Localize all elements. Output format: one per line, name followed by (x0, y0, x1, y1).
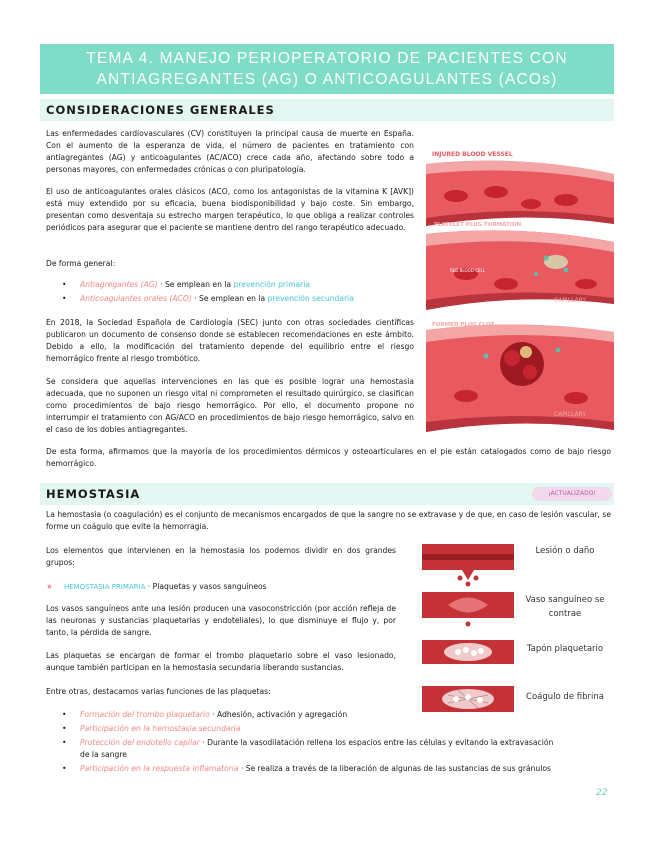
paragraph-vasos: Los vasos sanguíneos ante una lesión producen una vasoconstricción (por acción refleja de las neuronas y sustancias plaquetarias y endoteliales), lo que disminuye el flujo y, por tanto, la pérdida de sangre. (46, 604, 396, 637)
step-label-lesion: Lesión o daño (535, 546, 595, 556)
bullet-dot: • (62, 280, 67, 289)
figure-label: CAPILLARY (554, 297, 587, 304)
paragraph-sec-consensus: En 2018, la Sociedad Española de Cardiología (SEC) junto con otras sociedades científicas publicaron un documento de consenso donde se establecen recomendaciones en este ámbito. Debido a ello, la modificación del tratamiento depende del equilibrio entre el riesgo hemorrágico frente al riesgo trombótico. (46, 318, 414, 363)
page-title (40, 44, 614, 94)
bullet-anticoagulantes: • Anticoagulantes orales (ACO) · Se emplean en la prevención secundaria (62, 294, 354, 303)
page-number: 22 (596, 788, 608, 798)
function-text-continued: de la sangre (80, 750, 127, 759)
function-item: • Formación del trombo plaquetario · Adhesión, activación y agregación (62, 710, 348, 719)
function-text: Se realiza a través de la liberación de algunas de las sustancias de sus gránulos (245, 764, 551, 773)
paragraph-general: De forma general: (46, 259, 116, 268)
section-heading-consideraciones: CONSIDERACIONES GENERALES (40, 99, 614, 121)
title-line-2: ANTIAGREGANTES (AG) O ANTICOAGULANTES (ACOs) (96, 71, 558, 88)
section-heading-hemostasia: HEMOSTASIA (40, 483, 614, 505)
step-label-contrae-1: Vaso sanguíneo se (525, 595, 605, 605)
bullet-text: Se emplean en la (164, 280, 232, 289)
step-label-contrae-2: contrae (548, 609, 582, 619)
function-item: • Participación en la respuesta inflamatoria · Se realiza a través de la liberación de algunas de las sustancias de sus gránulos (62, 764, 551, 773)
bullet-term: Antiagregantes (AG) (80, 280, 158, 289)
figure-label: RED BLOOD CELL (450, 268, 485, 273)
title-line-1: TEMA 4. MANEJO PERIOPERATORIO DE PACIENTES CON (86, 50, 568, 67)
function-text: Adhesión, activación y agregación (217, 710, 348, 719)
function-term: Formación del trombo plaquetario (80, 710, 210, 719)
updated-badge: ¡ACTUALIZADO! (532, 487, 612, 501)
bullet-term: Anticoagulantes orales (ACO) (80, 294, 192, 303)
star-icon: ★ (46, 582, 53, 591)
function-term: Participación en la hemostasia secundaria (80, 724, 241, 733)
step-label-tapon: Tapón plaquetario (526, 644, 604, 654)
figure-label: FORMED PLUG CLOT (432, 322, 495, 328)
figure-label: PLATELET PLUG FORMATION (434, 222, 522, 228)
star-term: HEMOSTASIA PRIMARIA (64, 583, 146, 591)
figure-label: CAPILLARY (554, 411, 587, 418)
bullet-text: Se emplean en la (199, 294, 266, 303)
bullet-antiagregantes: • Antiagregantes (AG) · Se emplean en la prevención primaria (62, 280, 311, 289)
step-label-coagulo: Coágulo de fibrina (526, 692, 604, 702)
function-term: Protección del endotelio capilar (80, 738, 200, 747)
hemostasis-steps-illustration (418, 540, 518, 718)
bullet-dot: • (62, 294, 67, 303)
paragraph-elements: Los elementos que intervienen en la hemostasia los podemos dividir en dos grandes grupos: (46, 546, 396, 567)
bullet-link: prevención primaria (233, 280, 311, 289)
blood-vessel-illustration (426, 134, 614, 432)
function-term: Participación en la respuesta inflamatoria (80, 764, 239, 773)
bullet-link: prevención secundaria (267, 294, 354, 303)
paragraph-foot-procedures: De esta forma, afirmamos que la mayoría de los procedimientos dérmicos y osteoarticulares en el pie están catalogados como de bajo riesgo hemorrágico. (46, 447, 611, 468)
paragraph-low-risk: Se considera que aquellas intervenciones en las que es posible lograr una hemostasia adecuada, que no suponen un riesgo vital ni comprometen el resultado quirúrgico, se clasifican como procedimientos de bajo riesgo hemorrágico. Por ello, el documento propone no interrumpir el tratamiento con AG/ACO en procedimientos de bajo riesgo hemorrágico, salvo en el caso de los dobles antiagregantes. (46, 377, 414, 434)
paragraph-plaquetas: Las plaquetas se encargan de formar el trombo plaquetario sobre el vaso lesionado, aunque también participan en la hemostasia secundaria liberando sustancias. (46, 651, 396, 672)
star-text: Plaquetas y vasos sanguíneos (152, 582, 267, 591)
function-text: Durante la vasodilatación rellena los espacios entre las células y evitando la extravasación (207, 738, 554, 747)
paragraph-aco-use: El uso de anticoagulantes orales clásicos (ACO, como los antagonistas de la vitamina K [AVK]) está muy extendido por su eficacia, buena biodisponibilidad y bajo coste. Sin embargo, presentan como desventaja su estrecho margen terapéutico, lo que obliga a realizar controles periódicos para asegurar que el paciente se mantiene dentro del rango terapéutico adecuado. (46, 187, 414, 232)
paragraph-hemostasia-def: La hemostasia (o coagulación) es el conjunto de mecanismos encargados de que la sangre no se extravase y de que, en caso de lesión vascular, se forme un coágulo que evite la hemorragia. (46, 510, 611, 531)
figure-label: INJURED BLOOD VESSEL (432, 151, 513, 158)
paragraph-cv-intro: Las enfermedades cardiovasculares (CV) constituyen la principal causa de muerte en España. Con el aumento de la esperanza de vida, el número de pacientes en tratamiento con antiagregantes (AG) y anticoagulantes (AC/ACO) crece cada año, afectando sobre todo a personas mayores, con enfermedades crónicas o con pluripatología. (46, 129, 414, 174)
star-item-hemostasia-primaria: ★ HEMOSTASIA PRIMARIA · Plaquetas y vasos sanguíneos (46, 582, 267, 591)
function-item: • Protección del endotelio capilar · Durante la vasodilatación rellena los espacios entre las células y evitando la extravasación (62, 738, 554, 747)
paragraph-funciones: Entre otras, destacamos varias funciones de las plaquetas: (46, 687, 271, 696)
function-item: • Participación en la hemostasia secundaria (62, 724, 241, 733)
